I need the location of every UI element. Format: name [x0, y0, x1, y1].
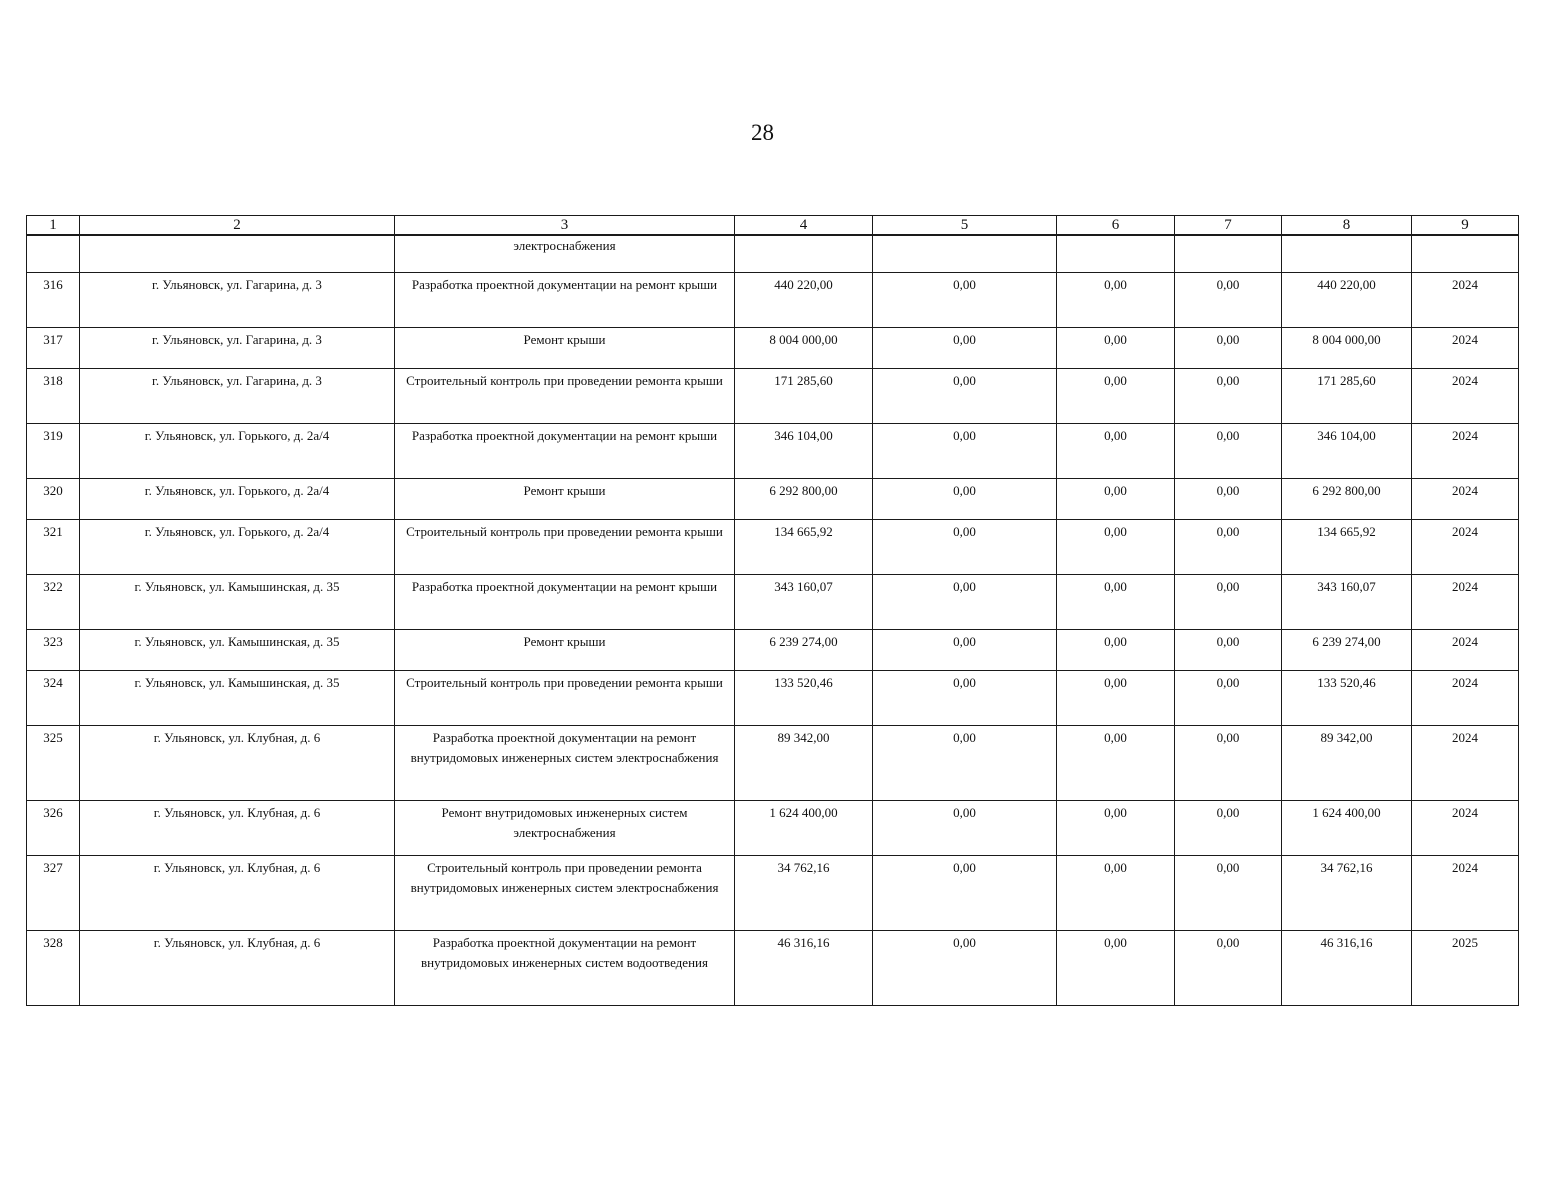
- value-cell: 0,00: [1175, 856, 1282, 931]
- table-row: [27, 479, 1519, 520]
- work-type-cell: Строительный контроль при проведении ремонта крыши: [395, 520, 735, 575]
- table-row: [27, 328, 1519, 369]
- year-cell: 2024: [1412, 424, 1519, 479]
- value-cell: 0,00: [873, 630, 1057, 671]
- value-cell: 0,00: [873, 520, 1057, 575]
- page-number: 28: [751, 120, 774, 145]
- address-cell: г. Ульяновск, ул. Горького, д. 2а/4: [80, 424, 395, 479]
- table-row: [27, 856, 1519, 931]
- value-cell: 0,00: [1057, 369, 1175, 424]
- value-cell: 133 520,46: [1282, 671, 1412, 726]
- total-cost-cell: 440 220,00: [735, 273, 873, 328]
- work-type-cell: Разработка проектной документации на ремонт внутридомовых инженерных систем водоотведения: [395, 931, 735, 1006]
- table-cell: [735, 235, 873, 273]
- value-cell: 0,00: [1057, 671, 1175, 726]
- value-cell: 0,00: [873, 726, 1057, 801]
- table-cell: [873, 235, 1057, 273]
- table-cell: [1412, 235, 1519, 273]
- address-cell: г. Ульяновск, ул. Клубная, д. 6: [80, 931, 395, 1006]
- column-number: 5: [873, 216, 1057, 236]
- column-number: 3: [395, 216, 735, 236]
- total-cost-cell: 89 342,00: [735, 726, 873, 801]
- row-number: 317: [27, 328, 80, 369]
- table-cell: [1282, 235, 1412, 273]
- row-number: 322: [27, 575, 80, 630]
- value-cell: 171 285,60: [1282, 369, 1412, 424]
- year-cell: 2024: [1412, 801, 1519, 856]
- total-cost-cell: 6 239 274,00: [735, 630, 873, 671]
- value-cell: 0,00: [1057, 630, 1175, 671]
- value-cell: 0,00: [1175, 726, 1282, 801]
- column-number: 9: [1412, 216, 1519, 236]
- value-cell: 0,00: [1175, 273, 1282, 328]
- table-row: [27, 369, 1519, 424]
- work-type-cell: Ремонт крыши: [395, 479, 735, 520]
- value-cell: 0,00: [1175, 328, 1282, 369]
- value-cell: 0,00: [1175, 520, 1282, 575]
- table-cell: [1057, 235, 1175, 273]
- total-cost-cell: 343 160,07: [735, 575, 873, 630]
- value-cell: 0,00: [1175, 630, 1282, 671]
- column-number: 6: [1057, 216, 1175, 236]
- total-cost-cell: 134 665,92: [735, 520, 873, 575]
- table-row: [27, 931, 1519, 1006]
- address-cell: г. Ульяновск, ул. Камышинская, д. 35: [80, 630, 395, 671]
- address-cell: г. Ульяновск, ул. Гагарина, д. 3: [80, 273, 395, 328]
- row-number: 321: [27, 520, 80, 575]
- table-row: [27, 630, 1519, 671]
- value-cell: 6 292 800,00: [1282, 479, 1412, 520]
- value-cell: 0,00: [1057, 856, 1175, 931]
- value-cell: 0,00: [873, 369, 1057, 424]
- work-type-cell: Ремонт внутридомовых инженерных систем электроснабжения: [395, 801, 735, 856]
- year-cell: 2025: [1412, 931, 1519, 1006]
- row-number: 316: [27, 273, 80, 328]
- value-cell: 1 624 400,00: [1282, 801, 1412, 856]
- value-cell: 0,00: [1175, 479, 1282, 520]
- column-number: 8: [1282, 216, 1412, 236]
- value-cell: 34 762,16: [1282, 856, 1412, 931]
- work-type-cell: Строительный контроль при проведении ремонта крыши: [395, 369, 735, 424]
- row-number: 326: [27, 801, 80, 856]
- address-cell: г. Ульяновск, ул. Гагарина, д. 3: [80, 328, 395, 369]
- column-number: 4: [735, 216, 873, 236]
- value-cell: 0,00: [1057, 520, 1175, 575]
- table-row: [27, 801, 1519, 856]
- row-number: 320: [27, 479, 80, 520]
- table-row: [27, 520, 1519, 575]
- column-number: 2: [80, 216, 395, 236]
- value-cell: 0,00: [1175, 369, 1282, 424]
- year-cell: 2024: [1412, 328, 1519, 369]
- table-row: [27, 671, 1519, 726]
- total-cost-cell: 46 316,16: [735, 931, 873, 1006]
- year-cell: 2024: [1412, 630, 1519, 671]
- row-number: 325: [27, 726, 80, 801]
- value-cell: 8 004 000,00: [1282, 328, 1412, 369]
- year-cell: 2024: [1412, 575, 1519, 630]
- value-cell: 0,00: [1057, 273, 1175, 328]
- value-cell: 0,00: [1057, 575, 1175, 630]
- value-cell: 89 342,00: [1282, 726, 1412, 801]
- row-number: 324: [27, 671, 80, 726]
- year-cell: 2024: [1412, 273, 1519, 328]
- row-number: 323: [27, 630, 80, 671]
- work-type-cell: Разработка проектной документации на ремонт крыши: [395, 273, 735, 328]
- work-type-cell: Разработка проектной документации на ремонт крыши: [395, 424, 735, 479]
- value-cell: 346 104,00: [1282, 424, 1412, 479]
- value-cell: 0,00: [873, 671, 1057, 726]
- register-table: [26, 215, 1519, 1006]
- value-cell: 0,00: [1175, 575, 1282, 630]
- work-type-cell: Строительный контроль при проведении ремонта крыши: [395, 671, 735, 726]
- value-cell: 0,00: [1057, 801, 1175, 856]
- total-cost-cell: 171 285,60: [735, 369, 873, 424]
- address-cell: г. Ульяновск, ул. Камышинская, д. 35: [80, 575, 395, 630]
- value-cell: 0,00: [1175, 671, 1282, 726]
- year-cell: 2024: [1412, 671, 1519, 726]
- value-cell: 0,00: [1175, 424, 1282, 479]
- address-cell: г. Ульяновск, ул. Горького, д. 2а/4: [80, 520, 395, 575]
- work-type-cell: Строительный контроль при проведении ремонта внутридомовых инженерных систем электроснабжения: [395, 856, 735, 931]
- year-cell: 2024: [1412, 369, 1519, 424]
- total-cost-cell: 8 004 000,00: [735, 328, 873, 369]
- row-number: 328: [27, 931, 80, 1006]
- value-cell: 343 160,07: [1282, 575, 1412, 630]
- table-row: [27, 424, 1519, 479]
- address-cell: г. Ульяновск, ул. Гагарина, д. 3: [80, 369, 395, 424]
- value-cell: 0,00: [873, 424, 1057, 479]
- column-number: 1: [27, 216, 80, 236]
- work-type-cell: Ремонт крыши: [395, 630, 735, 671]
- value-cell: 0,00: [1057, 726, 1175, 801]
- value-cell: 0,00: [1057, 479, 1175, 520]
- continuation-row: [27, 235, 1519, 273]
- value-cell: 0,00: [1057, 424, 1175, 479]
- table-row: [27, 273, 1519, 328]
- year-cell: 2024: [1412, 856, 1519, 931]
- value-cell: 0,00: [873, 273, 1057, 328]
- value-cell: 0,00: [873, 801, 1057, 856]
- value-cell: 6 239 274,00: [1282, 630, 1412, 671]
- value-cell: 0,00: [1175, 801, 1282, 856]
- value-cell: 0,00: [1057, 328, 1175, 369]
- value-cell: 0,00: [873, 328, 1057, 369]
- total-cost-cell: 1 624 400,00: [735, 801, 873, 856]
- value-cell: 0,00: [873, 856, 1057, 931]
- total-cost-cell: 34 762,16: [735, 856, 873, 931]
- column-number-row: [27, 216, 1519, 236]
- value-cell: 134 665,92: [1282, 520, 1412, 575]
- total-cost-cell: 6 292 800,00: [735, 479, 873, 520]
- table-cell: [80, 235, 395, 273]
- table-cell: [27, 235, 80, 273]
- year-cell: 2024: [1412, 726, 1519, 801]
- value-cell: 440 220,00: [1282, 273, 1412, 328]
- value-cell: 0,00: [873, 931, 1057, 1006]
- total-cost-cell: 346 104,00: [735, 424, 873, 479]
- address-cell: г. Ульяновск, ул. Клубная, д. 6: [80, 726, 395, 801]
- continuation-text: электроснабжения: [395, 235, 735, 273]
- value-cell: 46 316,16: [1282, 931, 1412, 1006]
- address-cell: г. Ульяновск, ул. Горького, д. 2а/4: [80, 479, 395, 520]
- year-cell: 2024: [1412, 520, 1519, 575]
- table-row: [27, 575, 1519, 630]
- year-cell: 2024: [1412, 479, 1519, 520]
- value-cell: 0,00: [1175, 931, 1282, 1006]
- row-number: 318: [27, 369, 80, 424]
- work-type-cell: Разработка проектной документации на ремонт внутридомовых инженерных систем электроснабжения: [395, 726, 735, 801]
- row-number: 319: [27, 424, 80, 479]
- table-cell: [1175, 235, 1282, 273]
- row-number: 327: [27, 856, 80, 931]
- address-cell: г. Ульяновск, ул. Клубная, д. 6: [80, 856, 395, 931]
- value-cell: 0,00: [1057, 931, 1175, 1006]
- value-cell: 0,00: [873, 575, 1057, 630]
- column-number: 7: [1175, 216, 1282, 236]
- work-type-cell: Ремонт крыши: [395, 328, 735, 369]
- total-cost-cell: 133 520,46: [735, 671, 873, 726]
- address-cell: г. Ульяновск, ул. Клубная, д. 6: [80, 801, 395, 856]
- table-row: [27, 726, 1519, 801]
- address-cell: г. Ульяновск, ул. Камышинская, д. 35: [80, 671, 395, 726]
- value-cell: 0,00: [873, 479, 1057, 520]
- work-type-cell: Разработка проектной документации на ремонт крыши: [395, 575, 735, 630]
